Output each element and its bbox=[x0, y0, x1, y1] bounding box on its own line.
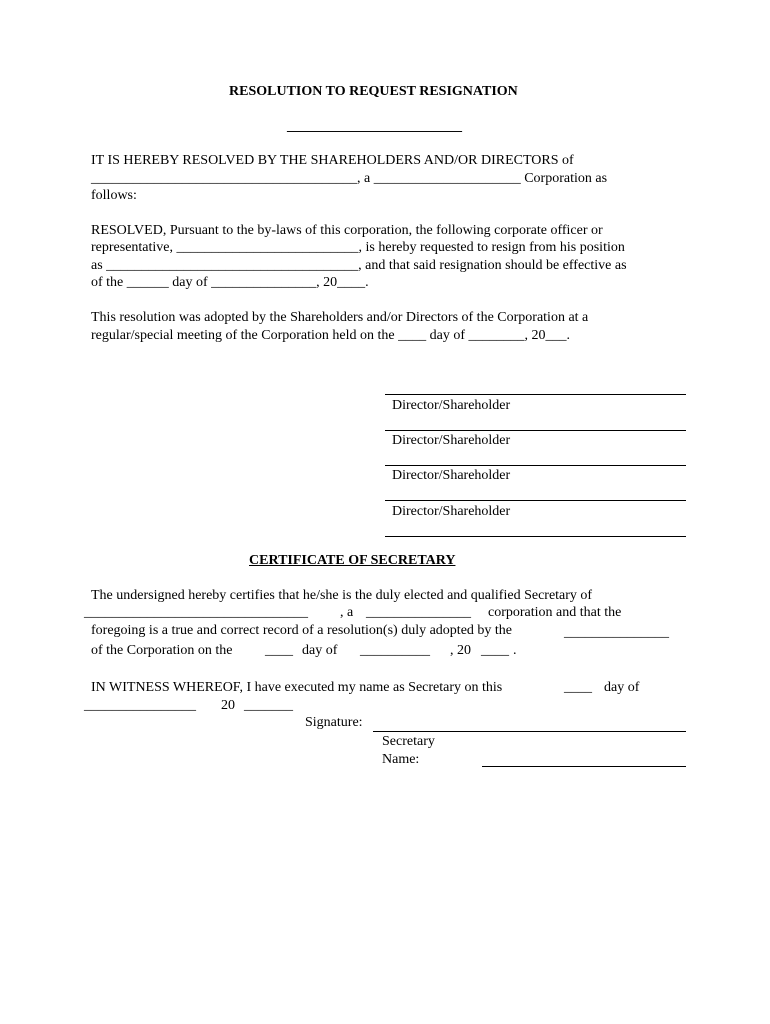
certificate-line-2-a: , a bbox=[340, 605, 354, 620]
document-title: RESOLUTION TO REQUEST RESIGNATION bbox=[229, 84, 518, 99]
resolved-line-3: as ____________________________________, and that said resignation should be effective as bbox=[91, 258, 627, 273]
certificate-line-4-blank-2: __________ bbox=[360, 643, 430, 658]
secretary-name-line bbox=[482, 766, 686, 767]
certificate-line-4-blank: ____ bbox=[265, 643, 293, 658]
witness-line-2-year: 20 bbox=[221, 698, 235, 713]
certificate-line-4-period: . bbox=[513, 643, 517, 658]
certificate-line-4: of the Corporation on the bbox=[91, 643, 233, 658]
signature-label-3: Director/Shareholder bbox=[392, 468, 511, 483]
signature-line-4 bbox=[385, 500, 686, 501]
secretary-signature-line bbox=[373, 731, 686, 732]
certificate-line-4-dayof: day of bbox=[302, 643, 338, 658]
signature-line-3 bbox=[385, 465, 686, 466]
intro-line-3: follows: bbox=[91, 188, 137, 203]
signature-line-5 bbox=[385, 536, 686, 537]
signature-line-2 bbox=[385, 430, 686, 431]
certificate-line-2-blank: ________________________________ bbox=[84, 605, 308, 620]
certificate-line-3-blank: _______________ bbox=[564, 625, 669, 640]
certificate-line-3: foregoing is a true and correct record of a resolution(s) duly adopted by the bbox=[91, 623, 513, 638]
resolved-line-4: of the ______ day of _______________, 20____. bbox=[91, 275, 369, 290]
secretary-label: Secretary bbox=[382, 734, 435, 749]
certificate-line-4-year: , 20 bbox=[450, 643, 471, 658]
title-underline: _________________________ bbox=[287, 119, 462, 134]
resolved-line-2: representative, __________________________, is hereby requested to resign from his position bbox=[91, 240, 625, 255]
certificate-line-2-text: corporation and that the bbox=[488, 605, 622, 620]
certificate-line-4-blank-3: ____ bbox=[481, 643, 509, 658]
intro-line-1: IT IS HEREBY RESOLVED BY THE SHAREHOLDERS AND/OR DIRECTORS of bbox=[91, 153, 574, 168]
witness-line-1: IN WITNESS WHEREOF, I have executed my name as Secretary on this bbox=[91, 680, 503, 695]
certificate-line-2-blank-2: _______________ bbox=[366, 605, 471, 620]
witness-line-1-blank: ____ bbox=[564, 680, 592, 695]
name-label: Name: bbox=[382, 752, 420, 767]
certificate-line-1: The undersigned hereby certifies that he/she is the duly elected and qualified Secretary of bbox=[91, 588, 593, 603]
signature-label-1: Director/Shareholder bbox=[392, 398, 511, 413]
signature-label-2: Director/Shareholder bbox=[392, 433, 511, 448]
witness-line-2-blank-2: _______ bbox=[244, 698, 293, 713]
signature-line-1 bbox=[385, 394, 686, 395]
intro-line-2: ______________________________________, a _____________________ Corporation as bbox=[91, 171, 608, 186]
witness-line-2-blank: ________________ bbox=[84, 698, 196, 713]
resolved-line-1: RESOLVED, Pursuant to the by-laws of this corporation, the following corporate officer or bbox=[91, 223, 603, 238]
adopted-line-2: regular/special meeting of the Corporation held on the ____ day of ________, 20___. bbox=[91, 328, 571, 343]
adopted-line-1: This resolution was adopted by the Shareholders and/or Directors of the Corporation at a bbox=[91, 310, 589, 325]
witness-line-1-dayof: day of bbox=[604, 680, 640, 695]
signature-label: Signature: bbox=[305, 715, 363, 730]
certificate-heading: CERTIFICATE OF SECRETARY bbox=[249, 553, 456, 568]
signature-label-4: Director/Shareholder bbox=[392, 504, 511, 519]
